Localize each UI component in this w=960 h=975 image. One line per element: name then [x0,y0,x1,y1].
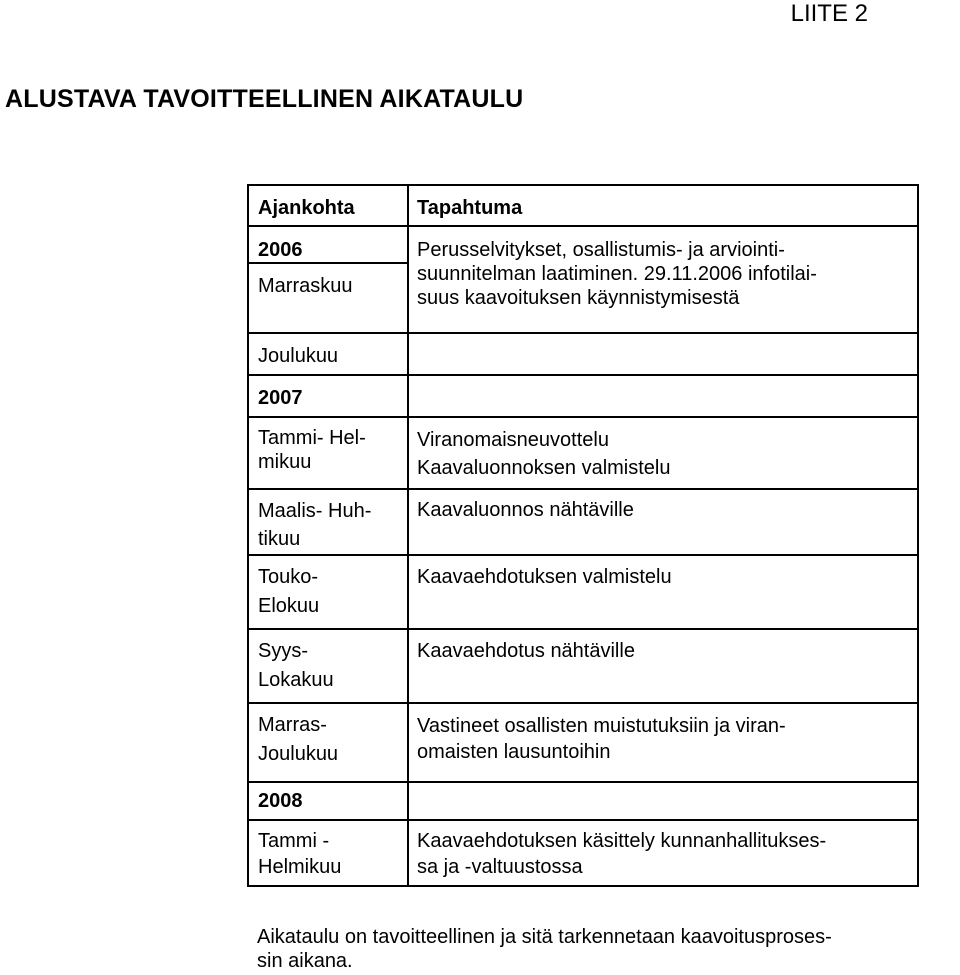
header-time [248,185,408,226]
event-line: suunnitelman laatiminen. 29.11.2006 infotilai- [417,263,817,285]
time-cell [248,629,408,703]
time-line: Tammi- Hel- [258,427,366,449]
event-cell [408,820,918,886]
time-cell [248,782,408,820]
event-cell [408,782,918,820]
event-line: Vastineet osallisten muistutuksiin ja viran- [417,715,786,737]
time-cell [248,375,408,417]
table-row [248,782,918,820]
header-event-label: Tapahtuma [417,197,523,219]
event-cell [408,555,918,629]
event-line: Viranomaisneuvottelu [417,429,609,451]
header-event [408,185,918,226]
event-line: sa ja -valtuustossa [417,856,583,878]
appendix-label: LIITE 2 [790,0,868,27]
time-line: 2006 [258,239,303,261]
time-line: 2008 [258,790,303,812]
table-row [248,226,918,263]
time-cell [248,333,408,375]
event-cell [408,703,918,782]
table-row [248,489,918,555]
table-row [248,333,918,375]
time-line: Lokakuu [258,669,334,691]
time-line: tikuu [258,528,301,550]
time-line: 2007 [258,387,303,409]
time-line: Maalis- Huh- [258,500,372,522]
event-line: omaisten lausuntoihin [417,741,611,763]
page-title: ALUSTAVA TAVOITTEELLINEN AIKATAULU [5,85,524,113]
time-line: Tammi - [258,830,330,852]
header-time-label: Ajankohta [258,197,355,219]
time-line: Marras- [258,714,327,736]
time-cell [248,226,408,263]
time-line: Elokuu [258,595,320,617]
time-cell [248,263,408,333]
time-cell [248,417,408,489]
event-line: Kaavaluonnos nähtäville [417,499,634,521]
time-line: Helmikuu [258,856,342,878]
time-cell [248,489,408,555]
time-line: Syys- [258,640,308,662]
time-line: Touko- [258,566,319,588]
table-row [248,555,918,629]
event-cell [408,333,918,375]
event-line: Kaavaehdotus nähtäville [417,640,635,662]
time-line: Marraskuu [258,275,353,297]
event-cell [408,489,918,555]
event-cell [408,417,918,489]
event-line: Kaavaehdotuksen käsittely kunnanhallitukses- [417,830,827,852]
table-row [248,820,918,886]
schedule-table [247,184,919,887]
time-cell [248,703,408,782]
footnote-line: Aikataulu on tavoitteellinen ja sitä tarkennetaan kaavoitusproses- [257,926,832,948]
event-line: Perusselvitykset, osallistumis- ja arviointi- [417,239,785,261]
footnote [257,925,957,973]
event-line: Kaavaluonnoksen valmistelu [417,457,671,479]
event-cell [408,226,918,333]
table-row [248,629,918,703]
event-cell [408,375,918,417]
table-row [248,703,918,782]
time-cell [248,820,408,886]
time-cell [248,555,408,629]
table-header-row [248,185,918,226]
event-line: suus kaavoituksen käynnistymisestä [417,287,740,309]
time-line: Joulukuu [258,743,339,765]
table-row [248,375,918,417]
table-row [248,417,918,489]
time-line: Joulukuu [258,345,339,367]
footnote-line: sin aikana. [257,950,353,972]
time-line: mikuu [258,451,312,473]
event-cell [408,629,918,703]
event-line: Kaavaehdotuksen valmistelu [417,566,672,588]
